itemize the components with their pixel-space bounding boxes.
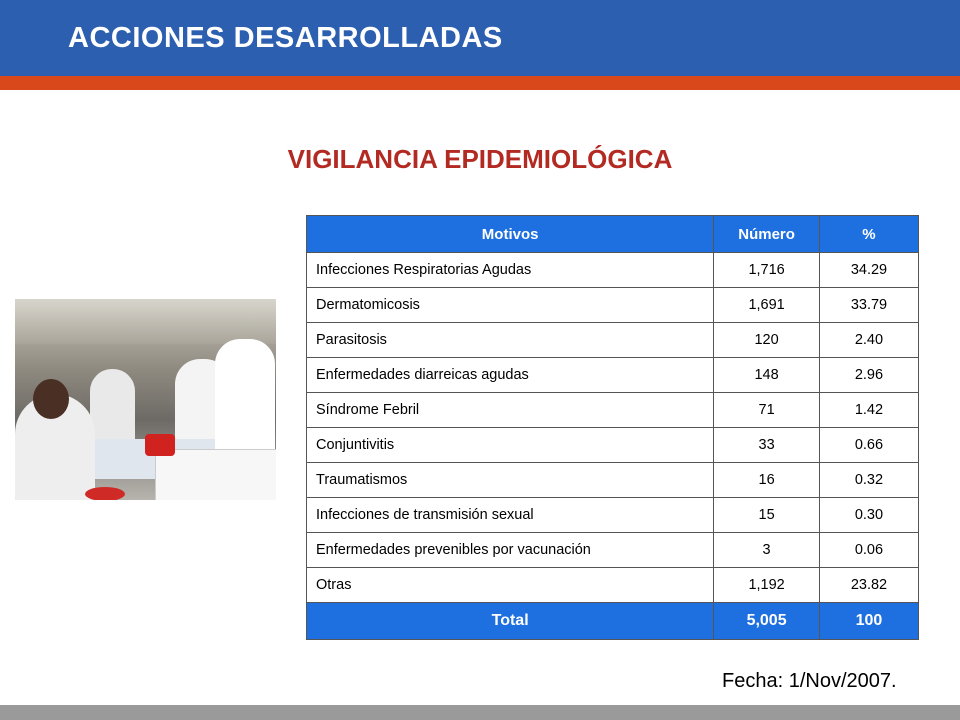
table-row bbox=[307, 498, 919, 533]
cell-porcentaje: 2.40 bbox=[819, 323, 918, 358]
cell-motivo: Conjuntivitis bbox=[307, 428, 714, 463]
photo-red-lid bbox=[85, 487, 125, 500]
table-row bbox=[307, 323, 919, 358]
cell-motivo: Traumatismos bbox=[307, 463, 714, 498]
section-title: VIGILANCIA EPIDEMIOLÓGICA bbox=[287, 144, 673, 174]
cell-porcentaje: 33.79 bbox=[819, 288, 918, 323]
total-numero: 5,005 bbox=[714, 603, 820, 640]
cell-porcentaje: 0.66 bbox=[819, 428, 918, 463]
photo-person-head bbox=[33, 379, 69, 419]
header-numero: Número bbox=[714, 216, 820, 253]
photo-red-container bbox=[145, 434, 175, 456]
cell-numero: 1,192 bbox=[714, 568, 820, 603]
table-row bbox=[307, 568, 919, 603]
cell-numero: 120 bbox=[714, 323, 820, 358]
table-total-row bbox=[307, 603, 919, 640]
total-label: Total bbox=[307, 603, 714, 640]
slide-title: ACCIONES DESARROLLADAS bbox=[68, 22, 503, 54]
table-row bbox=[307, 288, 919, 323]
cell-motivo: Parasitosis bbox=[307, 323, 714, 358]
cell-porcentaje: 0.32 bbox=[819, 463, 918, 498]
cell-numero: 148 bbox=[714, 358, 820, 393]
cell-motivo: Enfermedades diarreicas agudas bbox=[307, 358, 714, 393]
table-header-row bbox=[307, 216, 919, 253]
surveillance-table bbox=[306, 215, 919, 640]
photo-person bbox=[215, 339, 275, 459]
cell-porcentaje: 23.82 bbox=[819, 568, 918, 603]
cell-numero: 3 bbox=[714, 533, 820, 568]
cell-porcentaje: 34.29 bbox=[819, 253, 918, 288]
table-row bbox=[307, 533, 919, 568]
clinic-photo bbox=[15, 299, 276, 500]
cell-motivo: Síndrome Febril bbox=[307, 393, 714, 428]
cell-porcentaje: 2.96 bbox=[819, 358, 918, 393]
cell-motivo: Enfermedades prevenibles por vacunación bbox=[307, 533, 714, 568]
cell-numero: 1,691 bbox=[714, 288, 820, 323]
cell-numero: 71 bbox=[714, 393, 820, 428]
cell-numero: 33 bbox=[714, 428, 820, 463]
header-accent-stripe bbox=[0, 76, 960, 90]
table-row bbox=[307, 393, 919, 428]
footer-bar bbox=[0, 705, 960, 720]
cell-motivo: Dermatomicosis bbox=[307, 288, 714, 323]
header-motivos: Motivos bbox=[307, 216, 714, 253]
cell-motivo: Infecciones Respiratorias Agudas bbox=[307, 253, 714, 288]
total-porcentaje: 100 bbox=[819, 603, 918, 640]
cell-motivo: Infecciones de transmisión sexual bbox=[307, 498, 714, 533]
table-row bbox=[307, 463, 919, 498]
table-row bbox=[307, 428, 919, 463]
cell-numero: 15 bbox=[714, 498, 820, 533]
date-label: Fecha: 1/Nov/2007. bbox=[722, 670, 897, 692]
cell-motivo: Otras bbox=[307, 568, 714, 603]
cell-numero: 16 bbox=[714, 463, 820, 498]
cell-numero: 1,716 bbox=[714, 253, 820, 288]
photo-person bbox=[90, 369, 135, 439]
table-row bbox=[307, 358, 919, 393]
photo-ceiling bbox=[15, 299, 276, 344]
cell-porcentaje: 1.42 bbox=[819, 393, 918, 428]
table-row bbox=[307, 253, 919, 288]
header-porcentaje: % bbox=[819, 216, 918, 253]
cell-porcentaje: 0.30 bbox=[819, 498, 918, 533]
cell-porcentaje: 0.06 bbox=[819, 533, 918, 568]
photo-cooler-box bbox=[155, 449, 276, 500]
